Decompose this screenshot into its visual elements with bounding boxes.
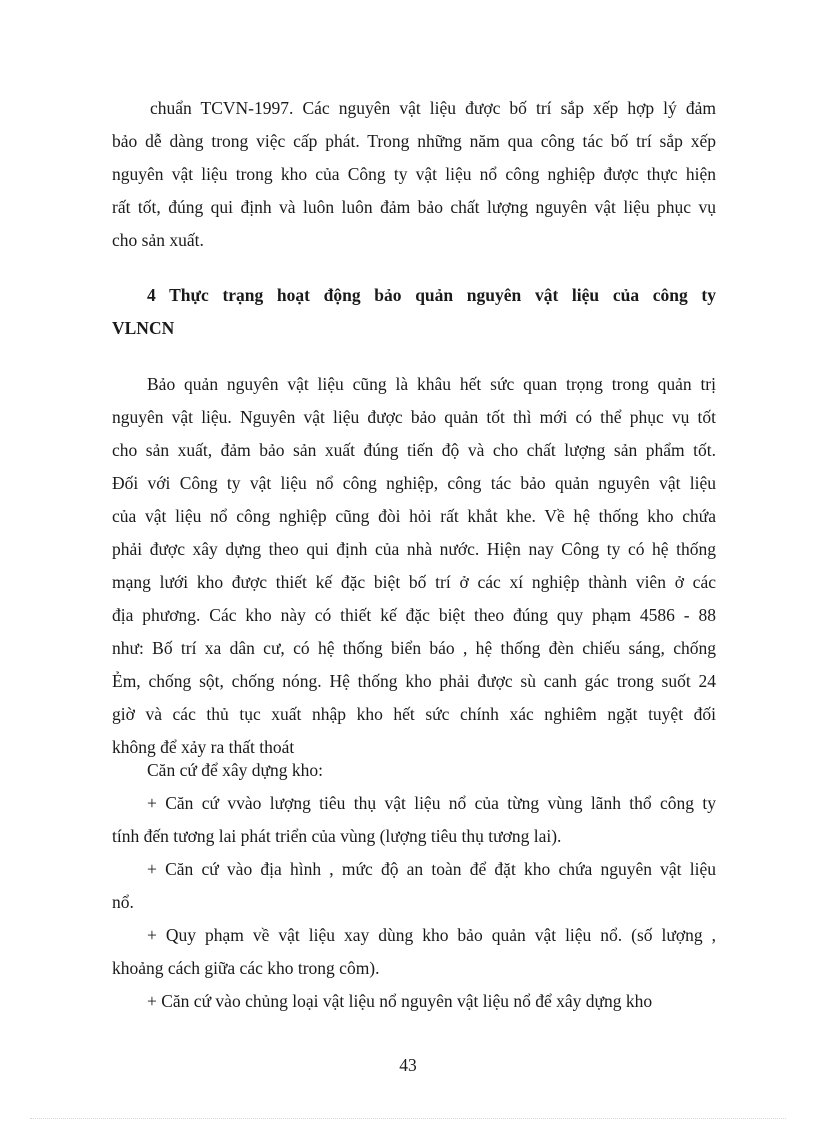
- list-item-line: tính đến tương lai phát triển của vùng (lượng tiêu thụ tương lai).: [112, 826, 562, 846]
- text-line: của vật liệu nổ công nghiệp cũng đòi hỏi rất khắt khe. Về hệ thống kho chứa: [112, 506, 716, 526]
- list-item-line: + Căn cứ vào chủng loại vật liệu nổ nguyên vật liệu nổ để xây dựng kho: [147, 991, 653, 1011]
- text-line: địa phương. Các kho này có thiết kế đặc biệt theo đúng quy phạm 4586 - 88: [112, 605, 716, 625]
- basis-intro: Căn cứ để xây dựng kho:: [147, 760, 323, 780]
- text-line: nguyên vật liệu. Nguyên vật liệu được bảo quản tốt thì mới có thể phục vụ tốt: [112, 407, 716, 427]
- page-number: 43: [399, 1055, 417, 1075]
- section-heading: [112, 279, 716, 345]
- construction-basis-list: [112, 754, 716, 1018]
- text-line: như: Bố trí xa dân cư, có hệ thống biển báo , hệ thống đèn chiếu sáng, chống: [112, 638, 716, 658]
- text-line: Ẻm, chống sột, chống nóng. Hệ thống kho phải được sù canh gác trong suốt 24: [112, 671, 716, 691]
- text-line: Bảo quản nguyên vật liệu cũng là khâu hết sức quan trọng trong quản trị: [147, 374, 716, 394]
- list-item-line: + Quy phạm về vật liệu xay dùng kho bảo quản vật liệu nổ. (số lượng ,: [147, 925, 716, 945]
- list-item-line: + Căn cứ vào địa hình , mức độ an toàn để đặt kho chứa nguyên vật liệu: [147, 859, 716, 879]
- heading-line: VLNCN: [112, 318, 175, 338]
- text-line: nguyên vật liệu trong kho của Công ty vật liệu nổ công nghiệp được thực hiện: [112, 164, 716, 184]
- text-line: giờ và các thủ tục xuất nhập kho hết sức chính xác nghiêm ngặt tuyệt đối: [112, 704, 716, 724]
- paragraph-preservation: [112, 368, 716, 764]
- text-line: mạng lưới kho được thiết kế đặc biệt bố trí ở các xí nghiệp thành viên ở các: [112, 572, 716, 592]
- paragraph-storage-arrangement: [112, 92, 716, 257]
- text-line: cho sản xuất.: [112, 230, 204, 250]
- list-item-line: + Căn cứ vvào lượng tiêu thụ vật liệu nổ của từng vùng lãnh thổ công ty: [147, 793, 716, 813]
- text-line: cho sản xuất, đảm bảo sản xuất đúng tiến độ và cho chất lượng sản phẩm tốt.: [112, 440, 716, 460]
- text-line: rất tốt, đúng qui định và luôn luôn đảm bảo chất lượng nguyên vật liệu phục vụ: [112, 197, 716, 217]
- page-bottom-divider: [30, 1118, 786, 1119]
- text-line: phải được xây dựng theo qui định của nhà nước. Hiện nay Công ty có hệ thống: [112, 539, 716, 559]
- heading-line: 4 Thực trạng hoạt động bảo quản nguyên vật liệu của công ty: [147, 285, 716, 305]
- text-line: bảo dễ dàng trong việc cấp phát. Trong những năm qua công tác bố trí sắp xếp: [112, 131, 716, 151]
- text-line: chuẩn TCVN-1997. Các nguyên vật liệu được bố trí sắp xếp hợp lý đảm: [150, 98, 716, 118]
- text-line: Đối với Công ty vật liệu nổ công nghiệp, công tác bảo quản nguyên vật liệu: [112, 473, 716, 493]
- list-item-line: nổ.: [112, 892, 134, 912]
- list-item-line: khoảng cách giữa các kho trong côm).: [112, 958, 380, 978]
- text-line: không để xảy ra thất thoát: [112, 737, 295, 757]
